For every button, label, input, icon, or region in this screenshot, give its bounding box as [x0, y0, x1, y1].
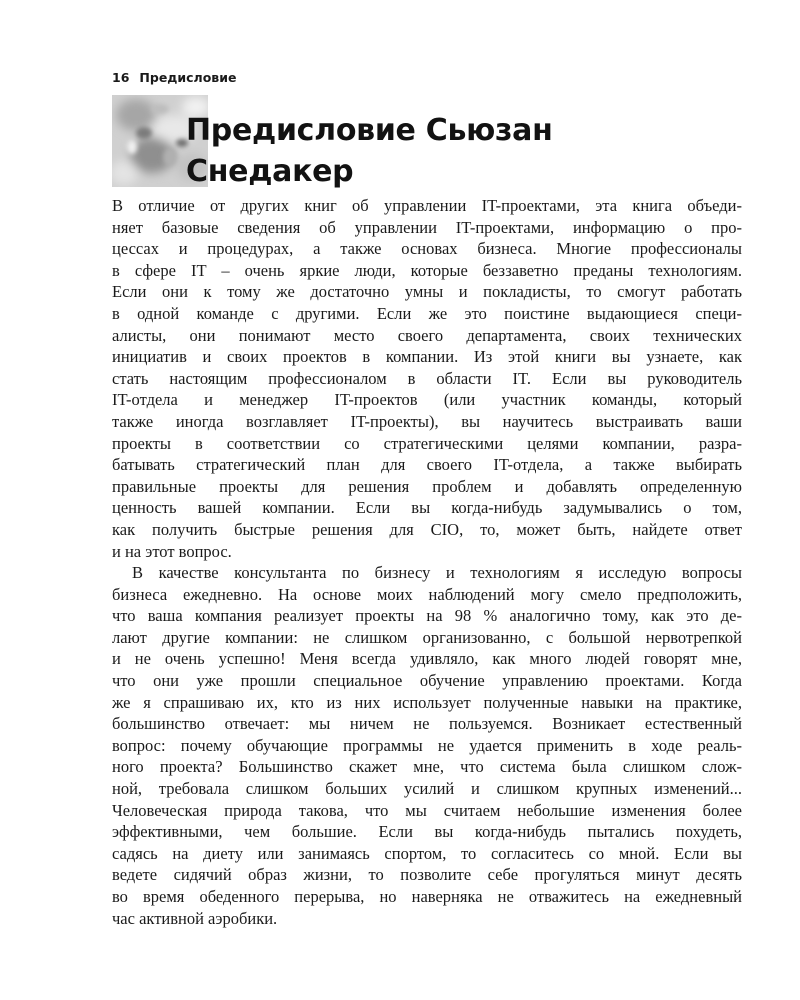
chapter-title-line-2: Снедакер [186, 154, 354, 189]
running-head-section: Предисловие [139, 70, 237, 85]
text-line: во время обеденного перерыва, но наверняка не отважитесь на ежедневный [112, 887, 742, 906]
text-line: няет базовые сведения об управлении IT-проектами, информацию о про- [112, 217, 742, 237]
running-head [112, 70, 236, 85]
text-line: час активной аэробики. [112, 908, 278, 928]
text-line: и на этот вопрос. [112, 541, 232, 561]
text-line: садясь на диету или занимаясь спортом, то согласитесь со мной. Если вы [112, 843, 742, 863]
text-line: правильные проекты для решения проблем и добавлять определенную [112, 476, 742, 496]
text-line: IT-отдела и менеджер IT-проектов (или участник команды, который [112, 390, 742, 410]
chapter-title-line-1: Предисловие Сьюзан [186, 113, 553, 148]
page-number: 16 [112, 70, 130, 85]
paragraph-1 [112, 195, 742, 562]
text-line: что они уже прошли специальное обучение управлению проектами. Когда [112, 671, 742, 691]
text-line: проекты в соответствии со стратегическими целями компании, разра- [112, 433, 742, 453]
text-line: Если они к тому же достаточно умны и покладисты, то смогут работать [112, 282, 742, 302]
text-line: же я спрашиваю их, кто из них использует полученные навыки на практике, [112, 692, 742, 712]
text-line: алисты, они понимают место своего департамента, своих технических [112, 325, 742, 345]
text-line: цессах и процедурах, а также основах бизнеса. Многие профессионалы [112, 239, 742, 259]
text-line: и не очень успешно! Меня всегда удивляло, как много людей говорят мне, [112, 649, 742, 669]
text-line: также иногда возглавляет IT-проекты), вы научитесь выстраивать ваши [112, 411, 742, 431]
text-line: лают другие компании: не слишком организованно, с большой нервотрепкой [112, 627, 742, 647]
paragraph-2 [112, 562, 742, 929]
text-line: вопрос: почему обучающие программы не удается применить в ходе реаль- [112, 735, 742, 755]
text-line: ценность вашей компании. Если вы когда-нибудь задумывались о том, [112, 498, 742, 518]
text-line: инициатив и своих проектов в компании. Из этой книги вы узнаете, как [112, 347, 742, 367]
text-line: как получить быстрые решения для CIO, то, может быть, найдете ответ [112, 519, 742, 539]
text-line: ного проекта? Большинство скажет мне, что система была слишком слож- [112, 757, 742, 777]
body-text [112, 195, 742, 929]
text-line: стать настоящим профессионалом в области IT. Если вы руководитель [112, 368, 742, 388]
text-line: ведете сидячий образ жизни, то позволите себе прогуляться минут десять [112, 865, 742, 885]
text-line: бизнеса ежедневно. На основе моих наблюдений могу смело предположить, [112, 584, 742, 604]
text-line: ной, требовала слишком больших усилий и слишком крупных изменений... [112, 779, 742, 799]
chapter-title [186, 110, 553, 192]
text-line: большинство отвечает: мы ничем не пользуемся. Возникает естественный [112, 714, 742, 734]
text-line: Человеческая природа такова, что мы считаем небольшие изменения более [112, 800, 742, 820]
text-line: В качестве консультанта по бизнесу и технологиям я исследую вопросы [132, 563, 742, 583]
text-line: эффективными, чем большие. Если вы когда-нибудь пытались похудеть, [112, 822, 742, 842]
text-line: в сфере IT – очень яркие люди, которые беззаветно преданы технологиям. [112, 260, 742, 280]
text-line: батывать стратегический план для своего IT-отдела, а также выбирать [112, 455, 742, 475]
text-line: в одной команде с другими. Если же это поистине выдающиеся специ- [112, 303, 742, 323]
text-line: В отличие от других книг об управлении IT-проектами, эта книга объеди- [112, 196, 742, 215]
text-line: что ваша компания реализует проекты на 98 % аналогично тому, как это де- [112, 606, 742, 626]
